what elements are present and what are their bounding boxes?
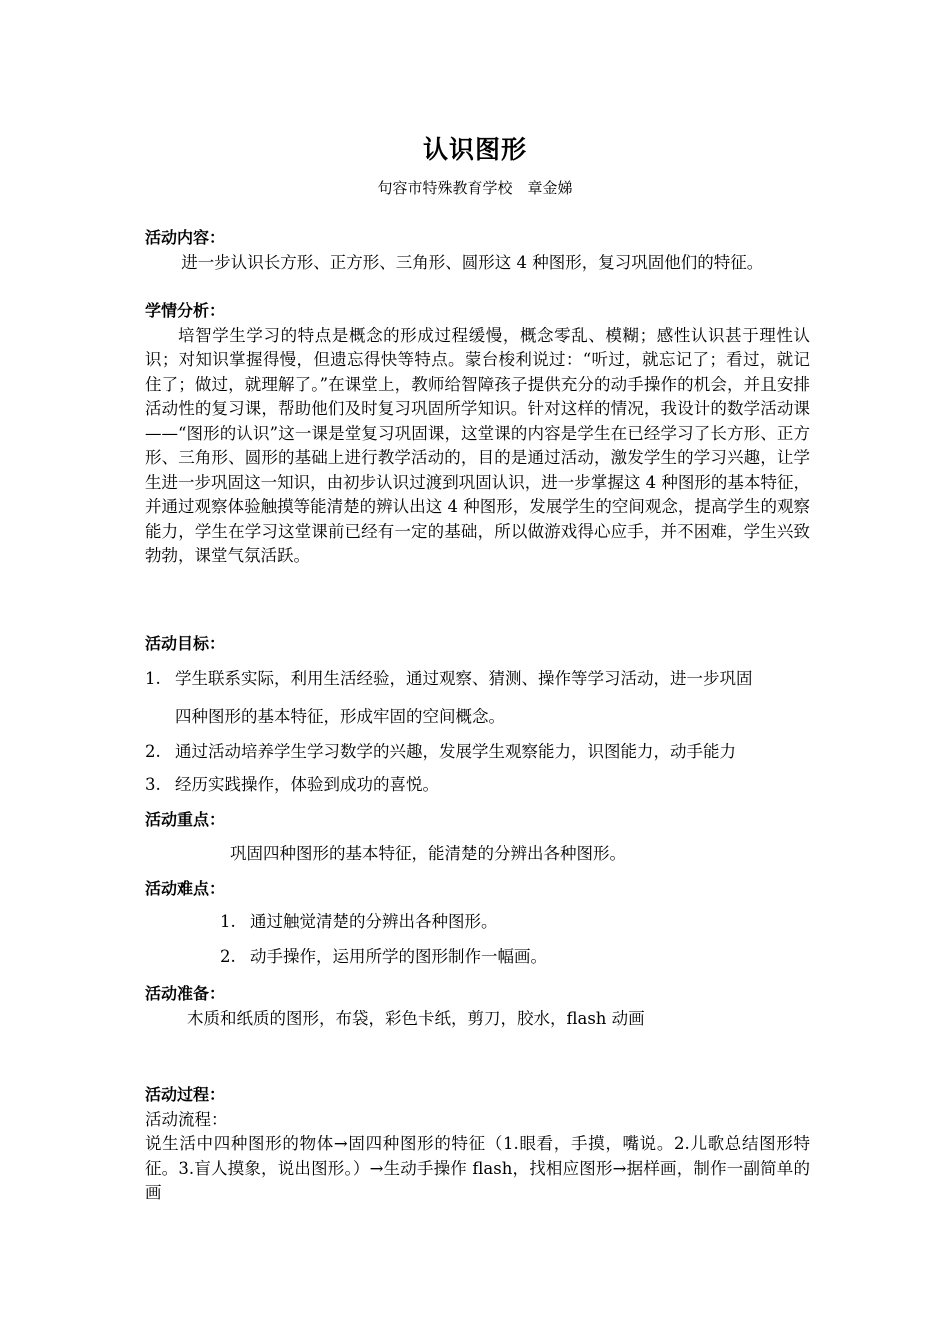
section-text: 进一步认识长方形、正方形、三角形、圆形这 4 种图形，复习巩固他们的特征。 [181,252,764,272]
list-item [220,910,810,934]
list-number: 2. [220,947,236,966]
section-prep [145,982,810,1031]
section-content [145,226,810,275]
list-number: 1. [220,912,236,931]
section-analysis [145,299,810,569]
list-text: 通过触觉清楚的分辨出各种图形。 [250,912,498,931]
section-text: 巩固四种图形的基本特征，能清楚的分辨出各种图形。 [230,843,626,863]
section-heading: 活动重点： [145,810,226,829]
list-number: 1. [145,669,161,688]
section-key [145,808,810,866]
section-goals-heading [145,632,810,657]
list-item [145,667,815,729]
section-heading: 活动难点： [145,879,226,898]
list-text: 学生联系实际，利用生活经验，通过观察、猜测、操作等学习活动，进一步巩固 [175,669,753,688]
section-text: 木质和纸质的图形，布袋，彩色卡纸，剪刀，胶水，flash 动画 [187,1008,645,1028]
section-difficulty-heading [145,877,810,902]
list-text: 动手操作，运用所学的图形制作一幅画。 [250,947,547,966]
section-heading: 学情分析： [145,301,226,320]
author-line: 句容市特殊教育学校 章金娣 [377,179,573,197]
section-subheading: 活动流程： [145,1109,228,1129]
document-title: 认识图形 [422,135,527,164]
section-text: 说生活中四种图形的物体→固四种图形的特征（1.眼看，手摸，嘴说。2.儿歌总结图形特征。3.盲人摸象，说出图形。）→生动手操作 flash，找相应图形→据样画，制作一副简单的画 [145,1134,810,1202]
section-heading: 活动目标： [145,634,226,653]
list-text: 通过活动培养学生学习数学的兴趣，发展学生观察能力，识图能力，动手能力 [175,742,736,761]
section-process [145,1083,810,1206]
list-number: 3. [145,775,161,794]
list-item [145,773,815,797]
list-text: 经历实践操作，体验到成功的喜悦。 [175,775,439,794]
section-heading: 活动准备： [145,984,226,1003]
list-number: 2. [145,742,161,761]
list-text-continued: 四种图形的基本特征，形成牢固的空间概念。 [175,707,505,726]
list-item [145,740,815,764]
list-item [220,945,810,969]
section-text: 培智学生学习的特点是概念的形成过程缓慢，概念零乱、模糊；感性认识甚于理性认识；对知识掌握得慢，但遗忘得快等特点。蒙台梭利说过：“听过，就忘记了；看过，就记住了；做过，就理解了。”在课堂上，教师给智障孩子提供充分的动手操作的机会，并且安排活动性的复习课，帮助他们及时复习巩固所学知识。针对这样的情况，我设计的数学活动课——“图形的认识”这一课是堂复习巩固课，这堂课的内容是学生在已经学习了长方形、正方形、三角形、圆形的基础上进行教学活动的，目的是通过活动，激发学生的学习兴趣，让学生进一步巩固这一知识，由初步认识过渡到巩固认识，进一步掌握这 4 种图形的基本特征，并通过观察体验触摸等能清楚的辨认出这 4 种图形，发展学生的空间观念，提高学生的观察能力，学生在学习这堂课前已经有一定的基础，所以做游戏得心应手，并不困难，学生兴致勃勃，课堂气氛活跃。 [145,325,810,565]
section-heading: 活动内容： [145,228,226,247]
section-heading: 活动过程： [145,1085,226,1104]
